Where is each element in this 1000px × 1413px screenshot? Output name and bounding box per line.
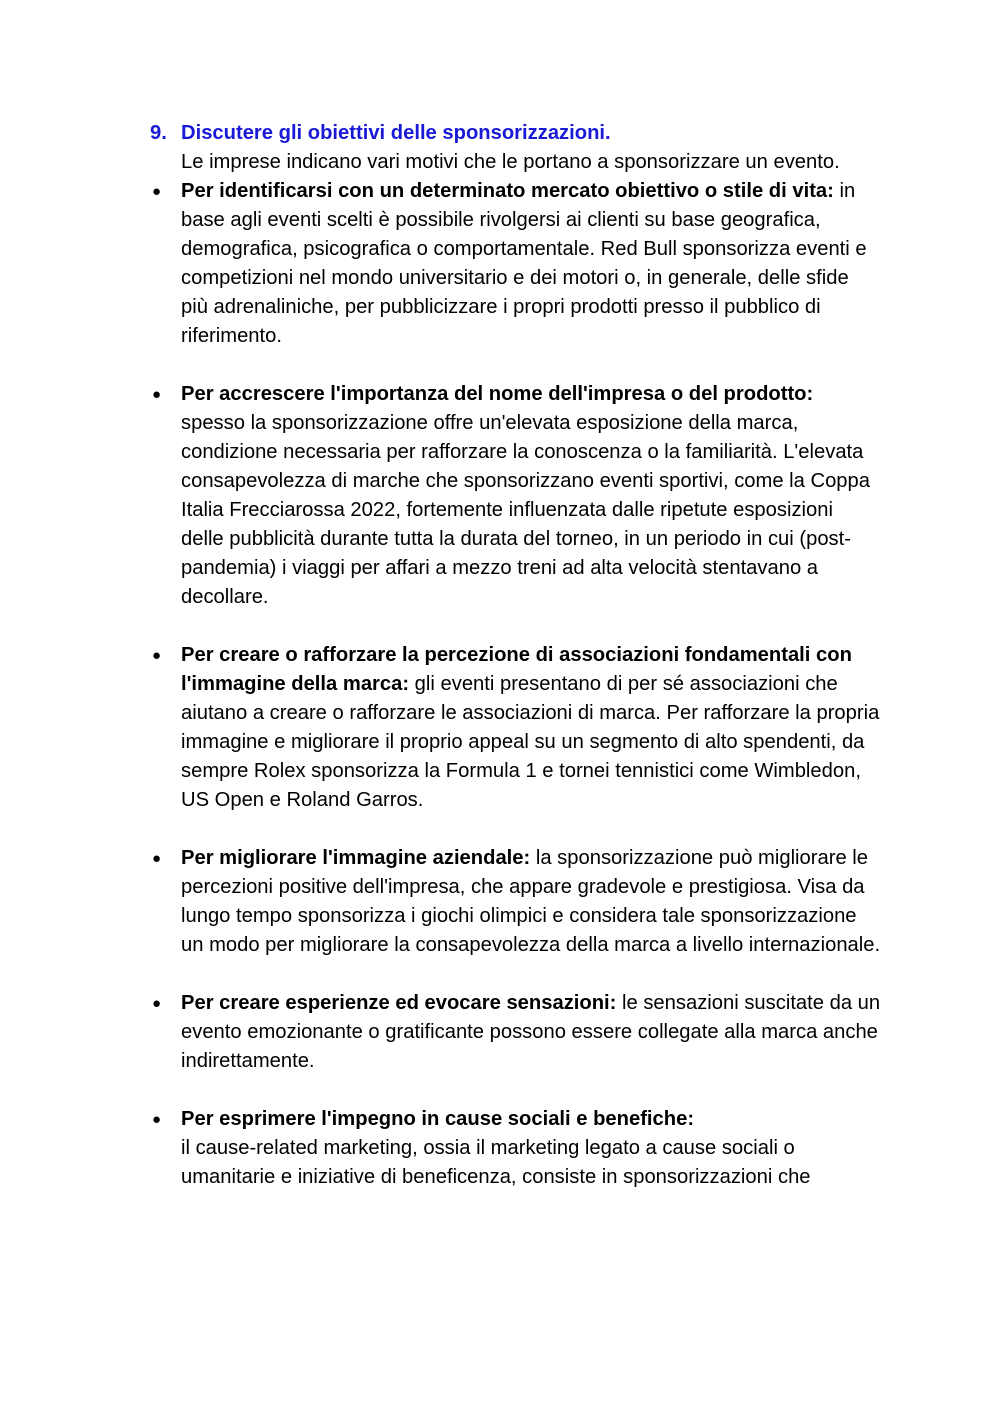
question-item <box>150 119 881 177</box>
bullet-lead: Per identificarsi con un determinato mercato obiettivo o stile di vita: <box>181 180 834 202</box>
page-content <box>150 119 881 1192</box>
bullet-body: spesso la sponsorizzazione offre un'elevata esposizione della marca, condizione necessaria per rafforzare la conoscenza o la familiarità. L'elevata consapevolezza di marche che sponsorizzano eventi sportivi, come la Coppa Italia Frecciarossa 2022, fortemente influenzata dalle ripetute esposizioni delle pubblicità durante tutta la durata del torneo, in un periodo in cui (post-pandemia) i viaggi per affari a mezzo treni ad alta velocità stentavano a decollare. <box>181 412 870 608</box>
bullet-item-2 <box>152 380 881 612</box>
bullet-body: le sensazioni suscitate da un evento emozionante o gratificante possono essere collegate alla marca anche indirettamente. <box>181 992 881 1072</box>
bullet-icon: ● <box>152 647 162 664</box>
question-number: 9. <box>150 122 167 144</box>
bullet-lead: Per esprimere l'impegno in cause sociali e benefiche: <box>181 1108 695 1130</box>
bullet-body: il cause-related marketing, ossia il marketing legato a cause sociali o umanitarie e iniziative di beneficenza, consiste in sponsorizzazioni che <box>181 1137 811 1188</box>
bullet-body: la sponsorizzazione può migliorare le percezioni positive dell'impresa, che appare gradevole e prestigiosa. Visa da lungo tempo sponsorizza i giochi olimpici e considera tale sponsorizzazione un modo per migliorare la consapevolezza della marca a livello internazionale. <box>181 847 881 956</box>
question-intro: Le imprese indicano vari motivi che le portano a sponsorizzare un evento. <box>181 151 840 173</box>
bullet-body: in base agli eventi scelti è possibile rivolgersi ai clienti su base geografica, demografica, psicografica o comportamentale. Red Bull sponsorizza eventi e competizioni nel mondo universitario e dei motori o, in generale, delle sfide più adrenaliniche, per pubblicizzare i propri prodotti presso il pubblico di riferimento. <box>181 180 867 347</box>
bullet-item-6 <box>152 1105 881 1192</box>
bullet-lead: Per creare o rafforzare la percezione di associazioni fondamentali con l'immagine della marca: <box>181 644 852 695</box>
bullet-icon: ● <box>152 1111 162 1128</box>
bullet-icon: ● <box>152 183 162 200</box>
question-title: Discutere gli obiettivi delle sponsorizzazioni. <box>181 122 611 144</box>
bullet-icon: ● <box>152 850 162 867</box>
bullet-icon: ● <box>152 995 162 1012</box>
bullet-body: gli eventi presentano di per sé associazioni che aiutano a creare o rafforzare le associazioni di marca. Per rafforzare la propria immagine e migliorare il proprio appeal su un segmento di alto spendenti, da sempre Rolex sponsorizza la Formula 1 e tornei tennistici come Wimbledon, US Open e Roland Garros. <box>181 673 880 811</box>
bullet-lead: Per accrescere l'importanza del nome dell'impresa o del prodotto: <box>181 383 814 405</box>
bullet-icon: ● <box>152 386 162 403</box>
bullet-lead: Per creare esperienze ed evocare sensazioni: <box>181 992 617 1014</box>
bullet-item-3 <box>152 641 881 815</box>
bullet-item-1 <box>152 177 881 351</box>
bullet-item-5 <box>152 989 881 1076</box>
bullet-item-4 <box>152 844 881 960</box>
bullet-lead: Per migliorare l'immagine aziendale: <box>181 847 531 869</box>
